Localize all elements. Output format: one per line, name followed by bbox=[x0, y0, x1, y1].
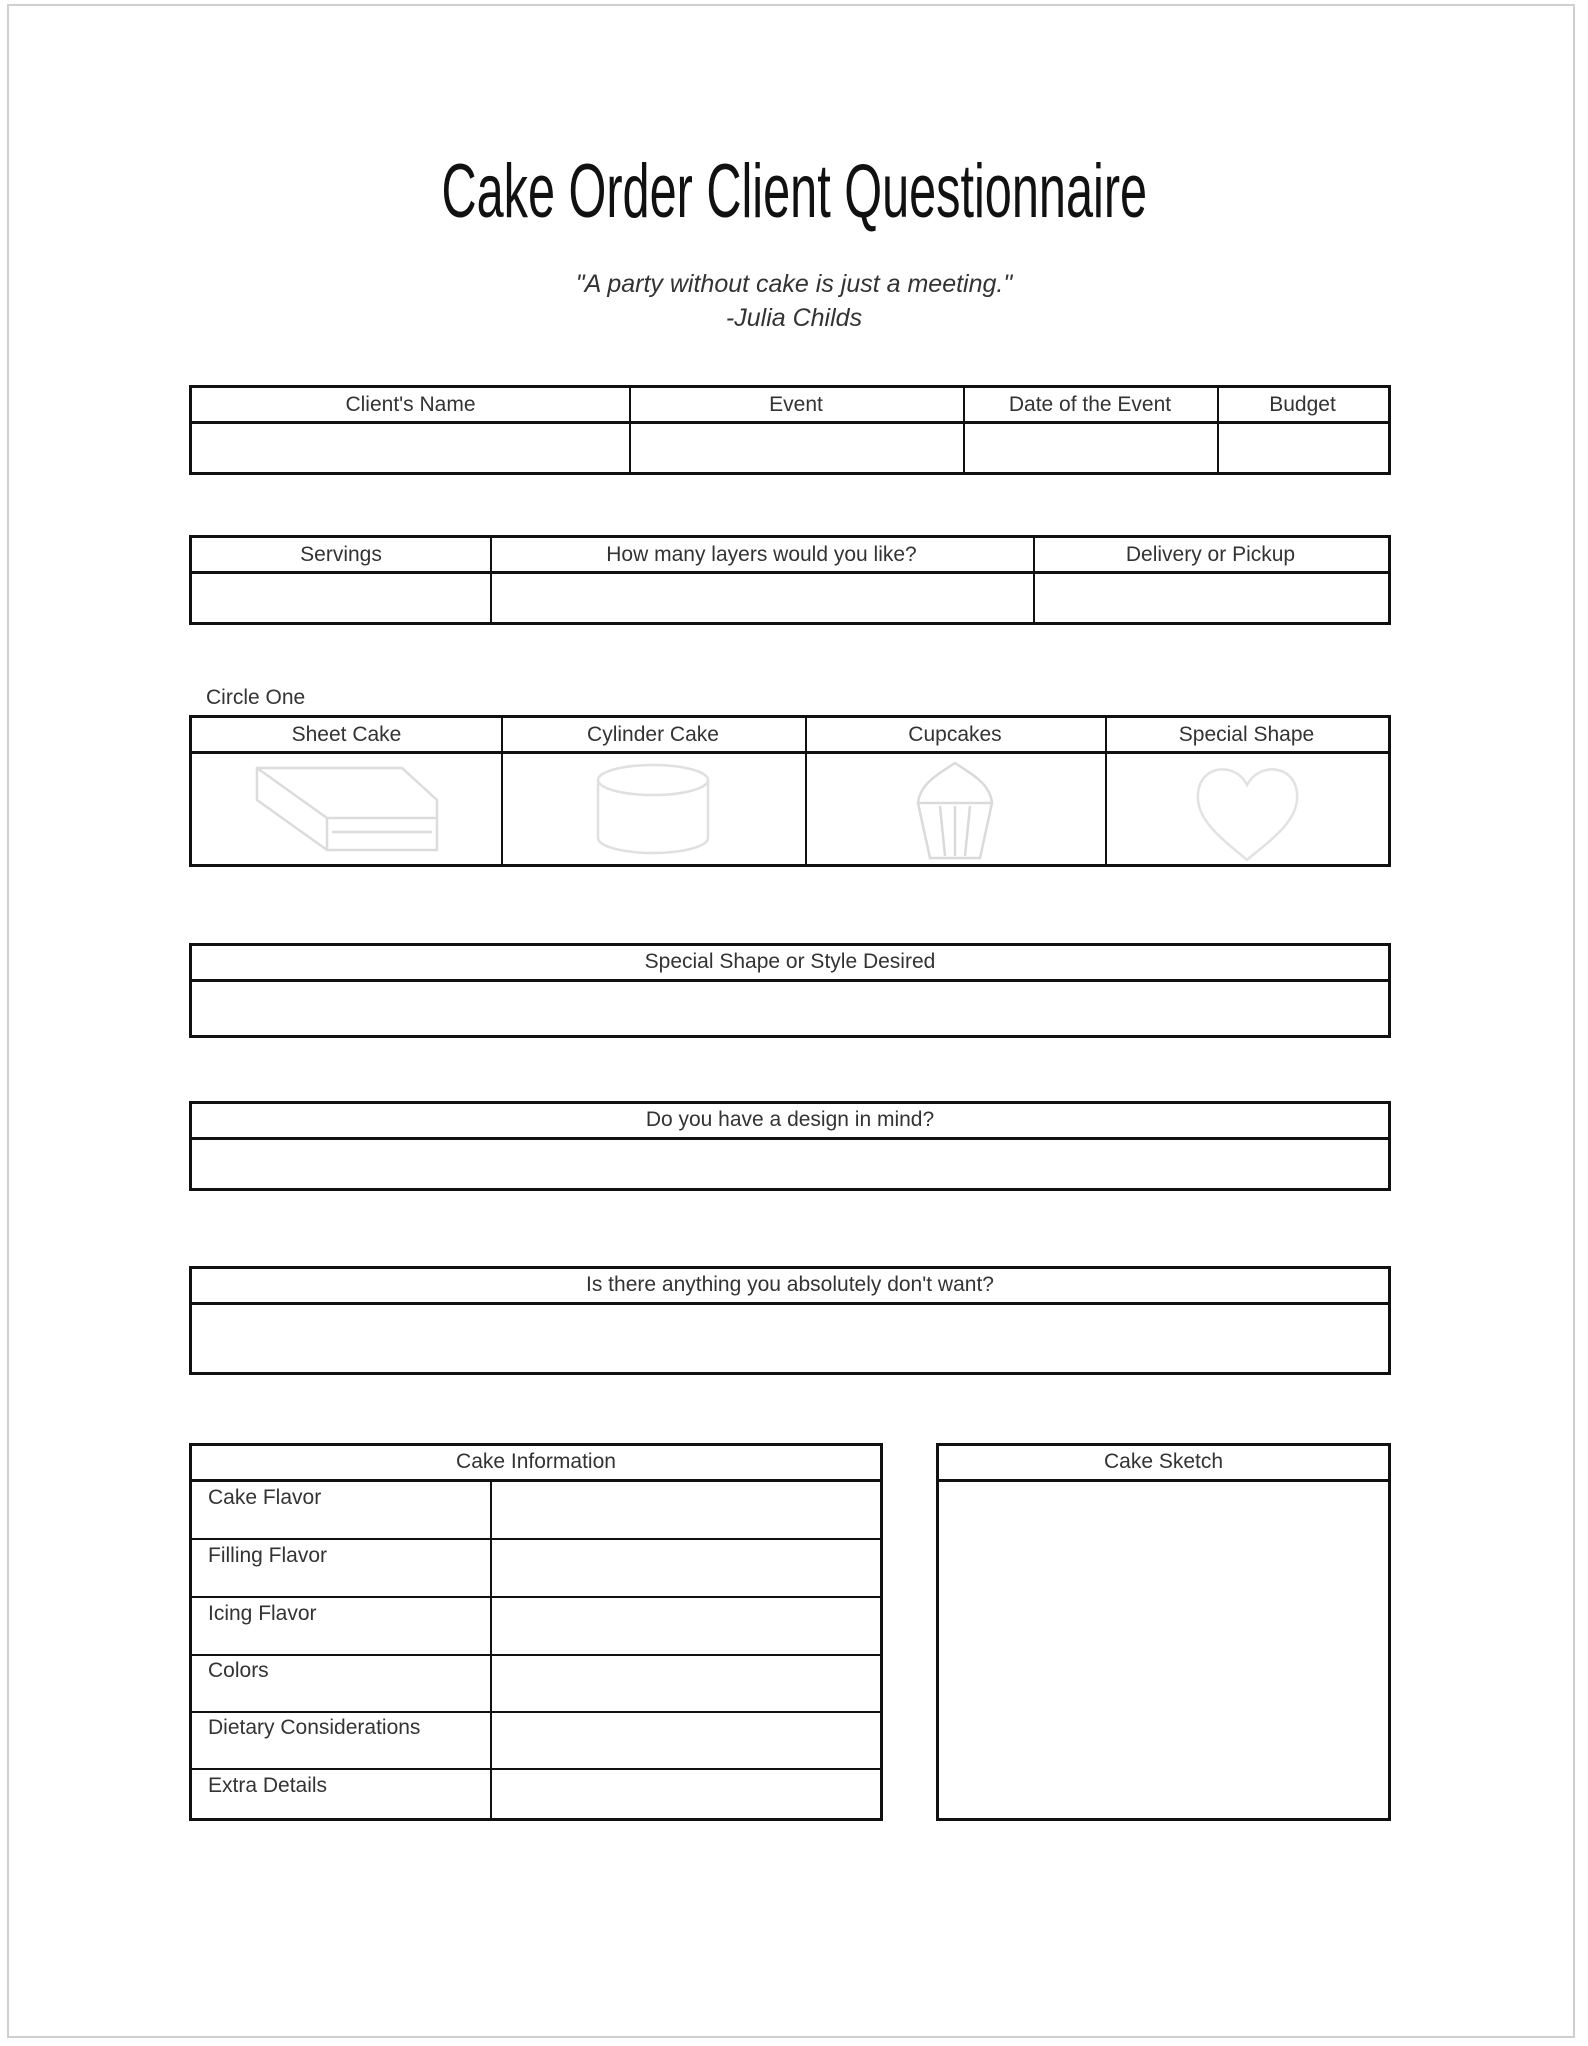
option-cylinder-cake[interactable] bbox=[501, 754, 805, 864]
layers-field[interactable] bbox=[490, 574, 1033, 622]
event-field[interactable] bbox=[629, 424, 963, 472]
filling-flavor-field[interactable] bbox=[492, 1540, 880, 1596]
cake-sketch-header: Cake Sketch bbox=[939, 1446, 1388, 1482]
header-budget: Budget bbox=[1269, 393, 1336, 416]
header-date: Date of the Event bbox=[1008, 393, 1172, 416]
servings-field[interactable] bbox=[192, 574, 490, 622]
design-table bbox=[189, 1101, 1391, 1191]
clients-name-field[interactable] bbox=[192, 424, 629, 472]
filling-flavor-label: Filling Flavor bbox=[208, 1544, 328, 1567]
extra-details-label: Extra Details bbox=[208, 1774, 328, 1797]
header-layers: How many layers would you like? bbox=[606, 543, 917, 566]
option-special-shape-label: Special Shape bbox=[1178, 723, 1315, 746]
circle-one-label: Circle One bbox=[206, 686, 306, 709]
design-field[interactable] bbox=[192, 1140, 1388, 1188]
special-shape-header: Special Shape or Style Desired bbox=[192, 946, 1388, 982]
option-cupcakes[interactable] bbox=[805, 754, 1105, 864]
title-text: Cake Order Client Questionnaire bbox=[441, 149, 1147, 234]
option-sheet-cake-label: Sheet Cake bbox=[291, 723, 402, 746]
dietary-field[interactable] bbox=[492, 1713, 880, 1768]
cake-sketch-area[interactable] bbox=[939, 1482, 1388, 1818]
servings-table bbox=[189, 535, 1391, 625]
icing-flavor-field[interactable] bbox=[492, 1598, 880, 1654]
header-clients-name: Client's Name bbox=[345, 393, 476, 416]
quote-text: "A party without cake is just a meeting." bbox=[575, 270, 1013, 298]
header-event: Event bbox=[769, 393, 823, 416]
extra-details-field[interactable] bbox=[492, 1770, 880, 1818]
cylinder-cake-icon bbox=[593, 760, 713, 860]
cake-flavor-label: Cake Flavor bbox=[208, 1486, 322, 1509]
design-header: Do you have a design in mind? bbox=[192, 1104, 1388, 1140]
page-title bbox=[0, 150, 1588, 234]
cake-info-table bbox=[189, 1443, 883, 1821]
option-cupcakes-label: Cupcakes bbox=[908, 723, 1002, 746]
cake-info-header: Cake Information bbox=[192, 1446, 880, 1482]
date-field[interactable] bbox=[963, 424, 1217, 472]
cake-sketch-table bbox=[936, 1443, 1391, 1821]
option-cylinder-cake-label: Cylinder Cake bbox=[587, 723, 719, 746]
dont-want-field[interactable] bbox=[192, 1305, 1388, 1372]
header-servings: Servings bbox=[300, 543, 382, 566]
special-shape-field[interactable] bbox=[192, 982, 1388, 1035]
budget-field[interactable] bbox=[1217, 424, 1388, 472]
sheet-cake-icon bbox=[252, 760, 442, 860]
quote-author: -Julia Childs bbox=[725, 304, 863, 332]
icing-flavor-label: Icing Flavor bbox=[208, 1602, 317, 1625]
header-delivery: Delivery or Pickup bbox=[1125, 543, 1296, 566]
dont-want-table bbox=[189, 1266, 1391, 1375]
heart-cake-icon bbox=[1190, 760, 1305, 865]
cake-type-table bbox=[189, 715, 1391, 867]
option-sheet-cake[interactable] bbox=[192, 754, 501, 864]
cake-flavor-field[interactable] bbox=[492, 1482, 880, 1538]
dont-want-header: Is there anything you absolutely don't want? bbox=[192, 1269, 1388, 1305]
colors-label: Colors bbox=[208, 1659, 269, 1682]
special-shape-table bbox=[189, 943, 1391, 1038]
dietary-label: Dietary Considerations bbox=[208, 1716, 421, 1739]
delivery-field[interactable] bbox=[1033, 574, 1388, 622]
cupcake-icon bbox=[910, 758, 1000, 863]
colors-field[interactable] bbox=[492, 1656, 880, 1711]
client-info-table bbox=[189, 385, 1391, 475]
option-special-shape[interactable] bbox=[1105, 754, 1388, 864]
